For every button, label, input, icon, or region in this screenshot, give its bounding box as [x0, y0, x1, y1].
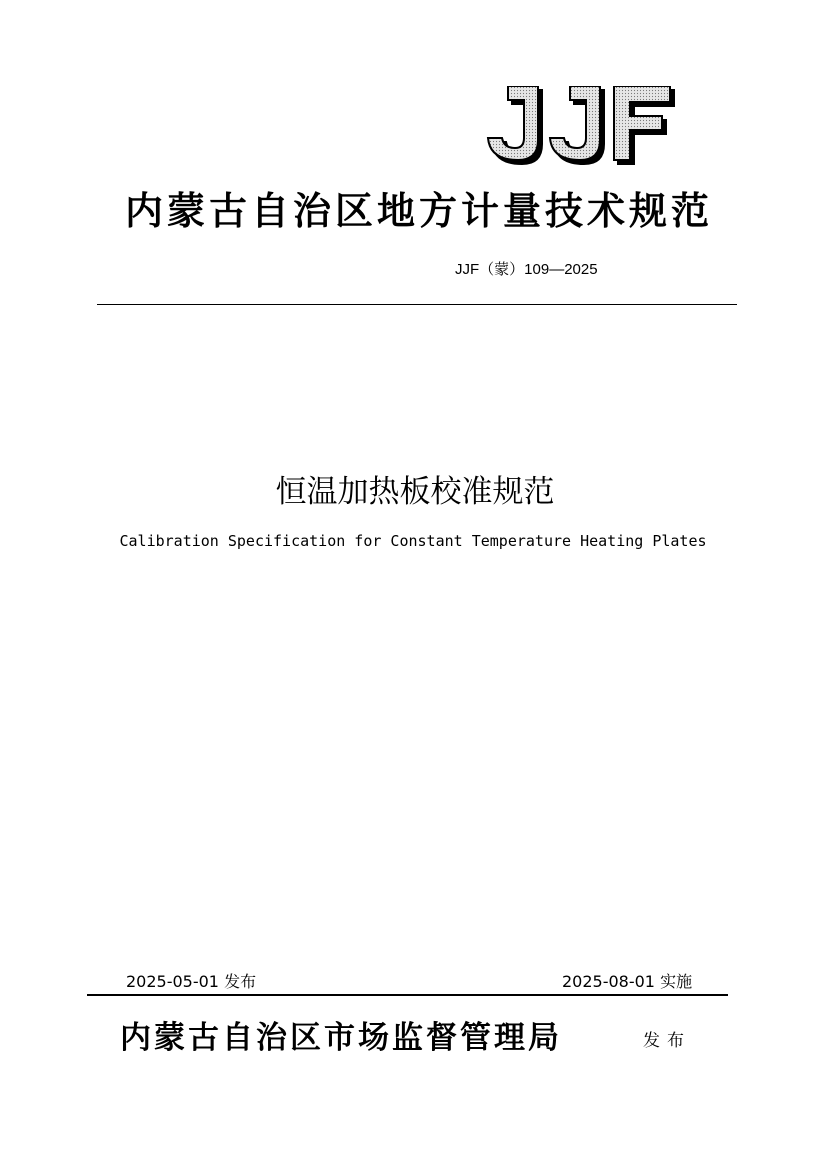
implementation-date: 2025-08-01 实施 [562, 972, 693, 991]
standard-category: 内蒙古自治区地方计量技术规范 [124, 189, 713, 233]
issue-date: 2025-05-01 发布 [126, 972, 257, 991]
title-chinese: 恒温加热板校准规范 [275, 474, 555, 510]
issuing-authority: 内蒙古自治区市场监督管理局 [120, 1020, 562, 1056]
footer-divider [87, 994, 728, 996]
header-divider [97, 304, 737, 305]
jjf-logo [486, 86, 676, 168]
document-number: JJF（蒙）109—2025 [455, 261, 598, 278]
title-english: Calibration Specification for Constant Temperature Heating Plates [119, 532, 707, 550]
issuer-suffix: 发布 [643, 1031, 691, 1051]
